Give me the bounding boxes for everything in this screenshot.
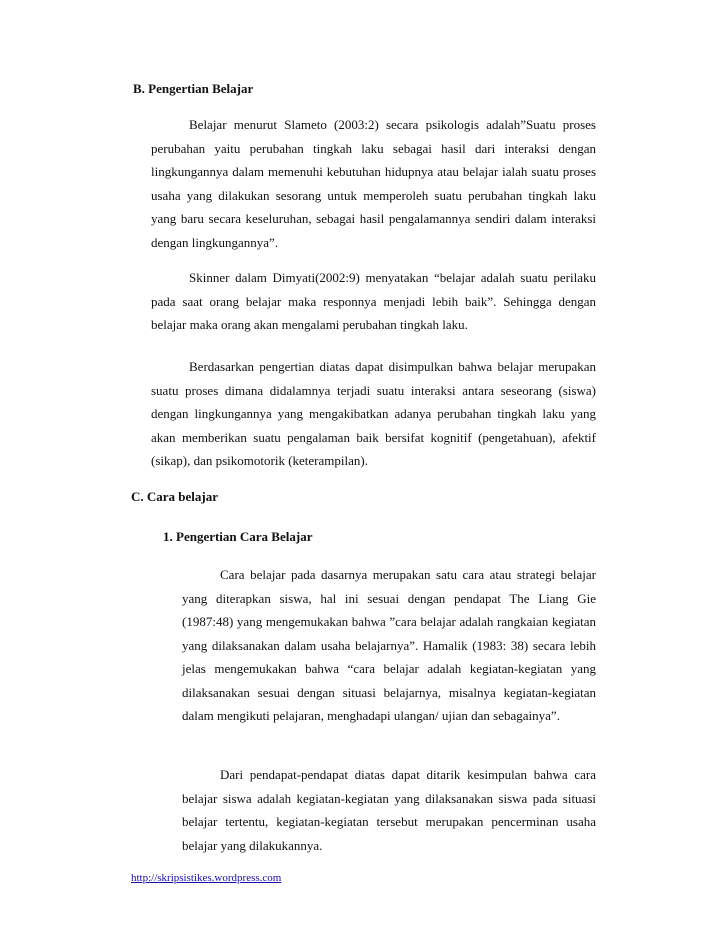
section-c-heading: C. Cara belajar	[131, 489, 219, 504]
section-b-paragraph-1: Belajar menurut Slameto (2003:2) secara psikologis adalah”Suatu proses perubahan yaitu perubahan tingkah laku sebagai hasil dari interaksi dengan lingkungannya dalam memenuhi kebutuhan hidupnya atau belajar ialah suatu proses usaha yang dilakukan sesorang untuk memperoleh suatu perubahan tingkah laku yang baru secara keseluruhan, sebagai hasil pengalamannya sendiri dalam interaksi dengan lingkungannya”.	[151, 117, 596, 250]
subsection-1-paragraph-1: Cara belajar pada dasarnya merupakan satu cara atau strategi belajar yang diterapkan siswa, hal ini sesuai dengan pendapat The Liang Gie (1987:48) yang mengemukakan bahwa ”cara belajar adalah rangkaian kegiatan yang dilaksanakan dalam usaha belajarnya”. Hamalik (1983: 38) secara lebih jelas mengemukakan bahwa “cara belajar adalah kegiatan-kegiatan yang dilaksanakan sesuai dengan situasi belajarnya, misalnya kegiatan-kegiatan dalam mengikuti pelajaran, menghadapi ulangan/ ujian dan sebagainya”.	[182, 567, 596, 723]
subsection-1-paragraph-2: Dari pendapat-pendapat diatas dapat ditarik kesimpulan bahwa cara belajar siswa adalah kegiatan-kegiatan yang dilaksanakan siswa pada situasi belajar tertentu, kegiatan-kegiatan tersebut merupakan pencerminan usaha belajar yang dilakukannya.	[182, 767, 596, 853]
section-b-paragraph-3: Berdasarkan pengertian diatas dapat disimpulkan bahwa belajar merupakan suatu proses dimana didalamnya terjadi suatu interaksi antara seseorang (siswa) dengan lingkungannya yang mengakibatkan adanya perubahan tingkah laku yang akan memberikan suatu pengalaman baik bersifat kognitif (pengetahuan), afektif (sikap), dan psikomotorik (keterampilan).	[151, 359, 596, 468]
subsection-1-heading: 1. Pengertian Cara Belajar	[163, 529, 313, 544]
section-b-paragraph-2: Skinner dalam Dimyati(2002:9) menyatakan “belajar adalah suatu perilaku pada saat orang belajar maka responnya menjadi lebih baik”. Sehingga dengan belajar maka orang akan mengalami perubahan tingkah laku.	[151, 270, 596, 332]
footer-link[interactable]: http://skripsistikes.wordpress.com	[131, 872, 282, 884]
section-b-heading: B. Pengertian Belajar	[133, 81, 254, 96]
